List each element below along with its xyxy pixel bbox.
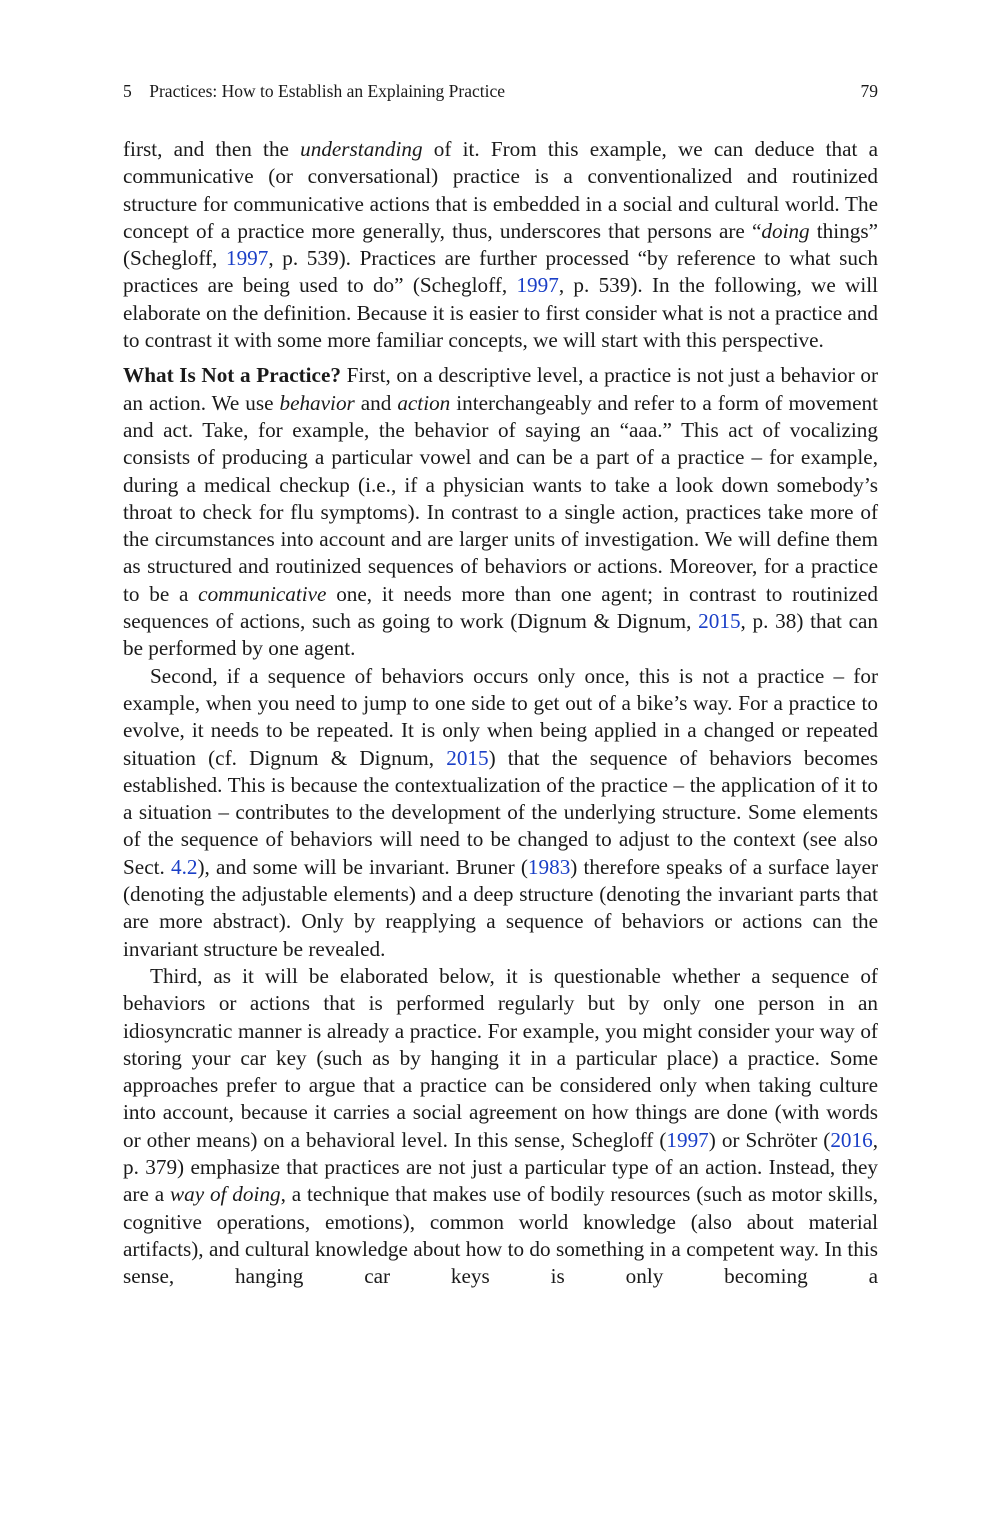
emphasis: action (397, 390, 451, 415)
paragraph-3 (123, 663, 878, 963)
text-run: , a technique that makes use of bodily resources (such as motor skills, cognitive operations, emotions), common world knowledge (also about material artifacts), and cultural knowledge about how to do something in a competent way. In this sense, hanging car keys is only becoming a (123, 1182, 878, 1289)
text-run: ) that the sequence of behaviors becomes established. This is because the contextualization of the practice – the application of it to a situation – contributes to the development of the underlying structure. Some elements of the sequence of behaviors will need to be changed to adjust to the context (see also Sect. (123, 745, 878, 879)
text-run: ) therefore speaks of a surface layer (denoting the adjustable elements) and a deep structure (denoting the invariant parts that are more abstract). Only by reapplying a sequence of behaviors or actions can the invariant structure be revealed. (123, 854, 878, 961)
citation-link[interactable]: 1997 (225, 246, 269, 271)
citation-link[interactable]: 1997 (516, 273, 559, 298)
text-run: things” (Schegloff, (123, 218, 878, 271)
body-text (123, 136, 878, 1290)
paragraph-2 (123, 362, 878, 662)
citation-link[interactable]: 2016 (830, 1127, 873, 1152)
chapter-title: 5 Practices: How to Establish an Explaining Practice (123, 81, 505, 101)
section-heading: What Is Not a Practice? (123, 363, 341, 388)
text-run: , p. 539). In the following, we will elaborate on the definition. Because it is easier to first consider what is not a practice and to contrast it with some more familiar concepts, we will start with this perspective. (123, 273, 878, 353)
text-run: first, and then the (123, 137, 301, 161)
emphasis: behavior (279, 390, 355, 415)
text-run: one, it needs more than one agent; in contrast to routinized sequences of actions, such as going to work (Dignum & Dignum, (123, 581, 879, 634)
text-run: ) or Schröter ( (708, 1127, 831, 1152)
emphasis: way of doing (169, 1182, 281, 1207)
running-head (123, 79, 878, 103)
emphasis: understanding (300, 137, 423, 161)
section-link[interactable]: 4.2 (170, 854, 198, 879)
paragraph-1 (123, 136, 878, 354)
text-run: interchangeably and refer to a form of movement and act. Take, for example, the behavior of saying an “aaa.” This act of vocalizing consists of producing a particular vowel and can be a part of a practice – for example, during a medical checkup (i.e., if a physician wants to take a look down somebody’s throat to check for flu symptoms). In contrast to a single action, practices take more of the circumstances into account and are larger units of investigation. We will define them as structured and routinized sequences of behaviors or actions. Moreover, for a practice to be a (123, 390, 878, 606)
text-run: ), and some will be invariant. Bruner ( (197, 854, 528, 879)
citation-link[interactable]: 1997 (666, 1127, 709, 1152)
text-run: First, on a descriptive level, a practice is not just a behavior or an action. We use (123, 363, 878, 415)
text-run: of it. From this example, we can deduce that a communicative (or conversational) practice is a conventionalized and routinized structure for communicative actions that is embedded in a social and cultural world. The concept of a practice more generally, thus, underscores that persons are “ (123, 137, 878, 243)
page-number: 79 (860, 81, 878, 101)
emphasis: doing (761, 218, 810, 243)
text-run: , p. 379) emphasize that practices are not just a particular type of an action. Instead, they are a (123, 1127, 878, 1207)
text-run: Third, as it will be elaborated below, it is questionable whether a sequence of behaviors or actions that is performed regularly but by only one person in an idiosyncratic manner is already a practice. For example, you might consider your way of storing your car key (such as by hanging it in a particular place) a practice. Some approaches prefer to argue that a practice can be considered only when taking culture into account, because it carries a social agreement on how things are done (with words or other means) on a behavioral level. In this sense, Schegloff ( (123, 963, 878, 1152)
text-run: Second, if a sequence of behaviors occurs only once, this is not a practice – for example, when you need to jump to one side to get out of a bike’s way. For a practice to evolve, it needs to be repeated. It is only when being applied in a changed or repeated situation (cf. Dignum & Dignum, (123, 663, 878, 770)
text-run: , p. 38) that can be performed by one agent. (123, 609, 878, 661)
citation-link[interactable]: 1983 (527, 854, 571, 879)
text-run: and (354, 390, 398, 415)
citation-link[interactable]: 2015 (446, 745, 489, 770)
paragraph-4 (123, 963, 878, 1291)
emphasis: communicative (198, 581, 327, 606)
citation-link[interactable]: 2015 (698, 609, 741, 634)
text-run: , p. 539). Practices are further processed “by reference to what such practices are being used to do” (Schegloff, (123, 246, 879, 298)
